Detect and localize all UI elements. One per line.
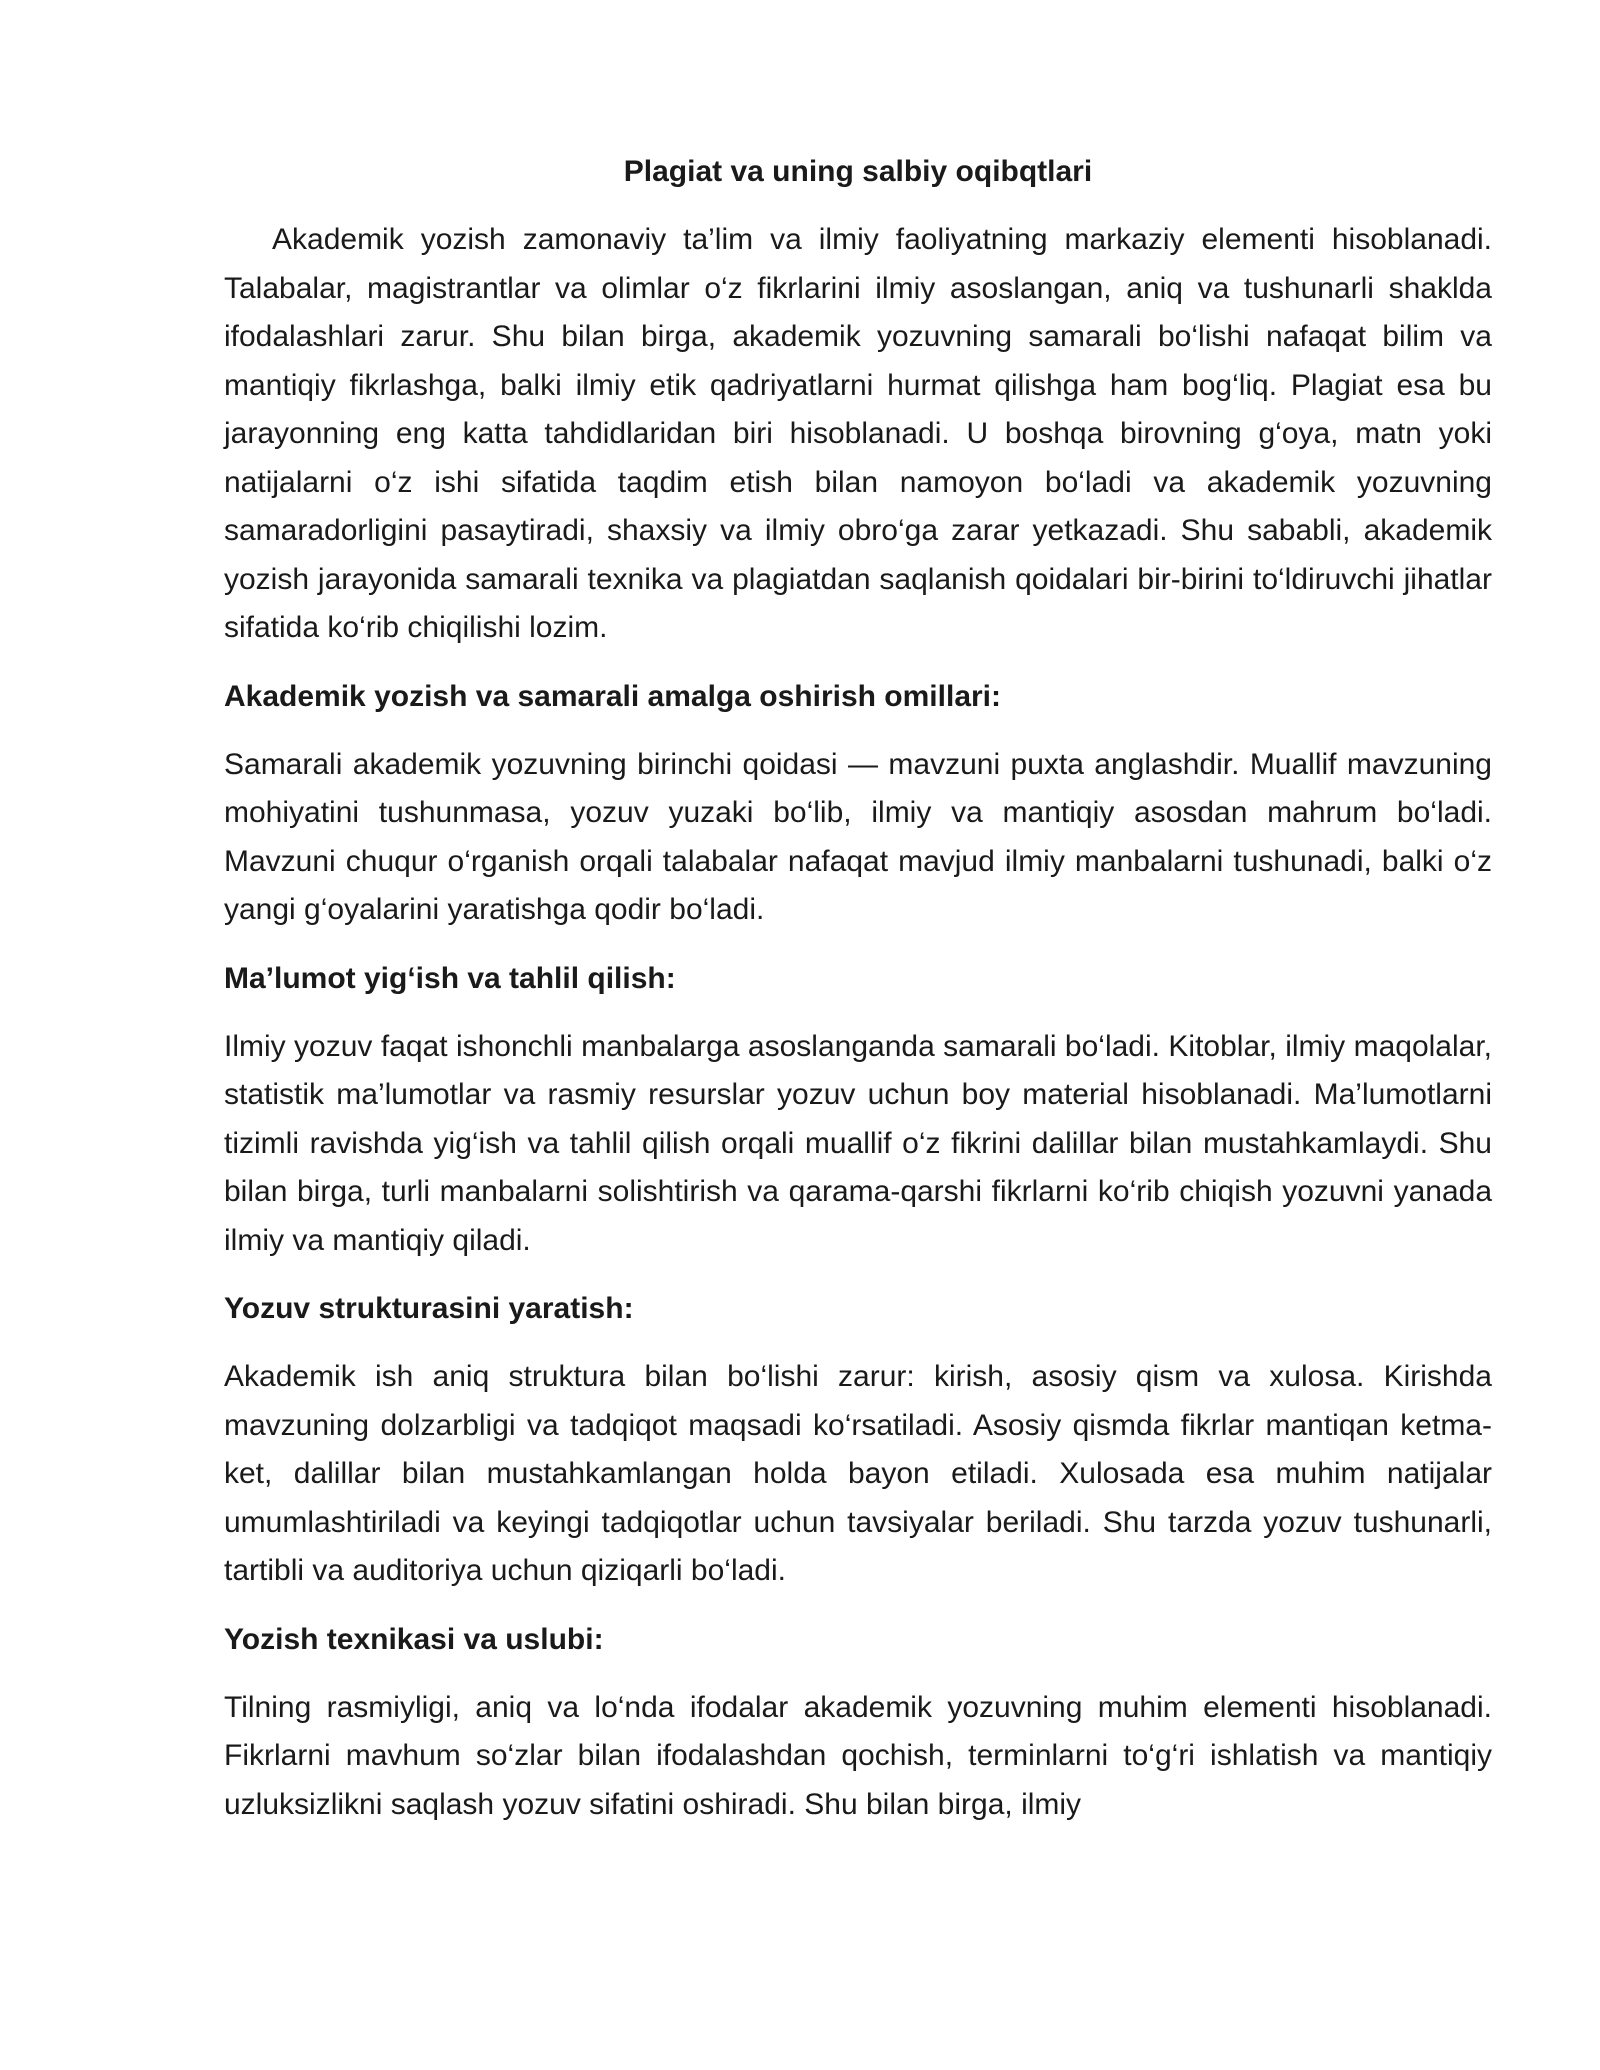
intro-paragraph: Akademik yozish zamonaviy ta’lim va ilmiy faoliyatning markaziy elementi hisoblanadi. Talabalar, magistrantlar va olimlar o‘z fikrlarini ilmiy asoslangan, aniq va tushunarli shaklda ifodalashlari zarur. Shu bilan birga, akademik yozuvning samarali bo‘lishi nafaqat bilim va mantiqiy fikrlashga, balki ilmiy etik qadriyatlarni hurmat qilishga ham bog‘liq. Plagiat esa bu jarayonning eng katta tahdidlaridan biri hisoblanadi. U boshqa birovning g‘oya, matn yoki natijalarni o‘z ishi sifatida taqdim etish bilan namoyon bo‘ladi va akademik yozuvning samaradorligini pasaytiradi, shaxsiy va ilmiy obro‘ga zarar yetkazadi. Shu sababli, akademik yozish jarayonida samarali texnika va plagiatdan saqlanish qoidalari bir-birini to‘ldiruvchi jihatlar sifatida ko‘rib chiqilishi lozim. (224, 223, 1492, 644)
section-heading: Ma’lumot yig‘ish va tahlil qilish: (224, 961, 676, 995)
section-paragraph: Samarali akademik yozuvning birinchi qoidasi — mavzuni puxta anglashdir. Muallif mavzuning mohiyatini tushunmasa, yozuv yuzaki bo‘lib, ilmiy va mantiqiy asosdan mahrum bo‘ladi. Mavzuni chuqur o‘rganish orqali talabalar nafaqat mavjud ilmiy manbalarni tushunadi, balki o‘z yangi g‘oyalarini yaratishga qodir bo‘ladi. (224, 747, 1492, 926)
document-page (224, 150, 1492, 1829)
section-heading: Akademik yozish va samarali amalga oshirish omillari: (224, 679, 1001, 713)
section-4 (224, 1616, 1492, 1830)
section-heading: Yozish texnikasi va uslubi: (224, 1622, 604, 1656)
document-title: Plagiat va uning salbiy oqibqtlari (623, 155, 1093, 188)
section-paragraph: Ilmiy yozuv faqat ishonchli manbalarga asoslanganda samarali bo‘ladi. Kitoblar, ilmiy maqolalar, statistik ma’lumotlar va rasmiy resurslar yozuv uchun boy material hisoblanadi. Ma’lumotlarni tizimli ravishda yig‘ish va tahlil qilish orqali muallif o‘z fikrini dalillar bilan mustahkamlaydi. Shu bilan birga, turli manbalarni solishtirish va qarama-qarshi fikrlarni ko‘rib chiqish yozuvni yanada ilmiy va mantiqiy qiladi. (224, 1029, 1492, 1257)
section-3 (224, 1285, 1492, 1596)
section-heading: Yozuv strukturasini yaratish: (224, 1292, 634, 1325)
section-1 (224, 673, 1492, 935)
section-paragraph: Akademik ish aniq struktura bilan bo‘lishi zarur: kirish, asosiy qism va xulosa. Kirishda mavzuning dolzarbligi va tadqiqot maqsadi ko‘rsatiladi. Asosiy qismda fikrlar mantiqan ketma-ket, dalillar bilan mustahkamlangan holda bayon etiladi. Xulosada esa muhim natijalar umumlashtiriladi va keyingi tadqiqotlar uchun tavsiyalar beriladi. Shu tarzda yozuv tushunarli, tartibli va auditoriya uchun qiziqarli bo‘ladi. (224, 1360, 1492, 1587)
section-2 (224, 955, 1492, 1266)
section-paragraph: Tilning rasmiyligi, aniq va lo‘nda ifodalar akademik yozuvning muhim elementi hisoblanadi. Fikrlarni mavhum so‘zlar bilan ifodalashdan qochish, terminlarni to‘g‘ri ishlatish va mantiqiy uzluksizlikni saqlash yozuv sifatini oshiradi. Shu bilan birga, ilmiy (224, 1690, 1492, 1821)
